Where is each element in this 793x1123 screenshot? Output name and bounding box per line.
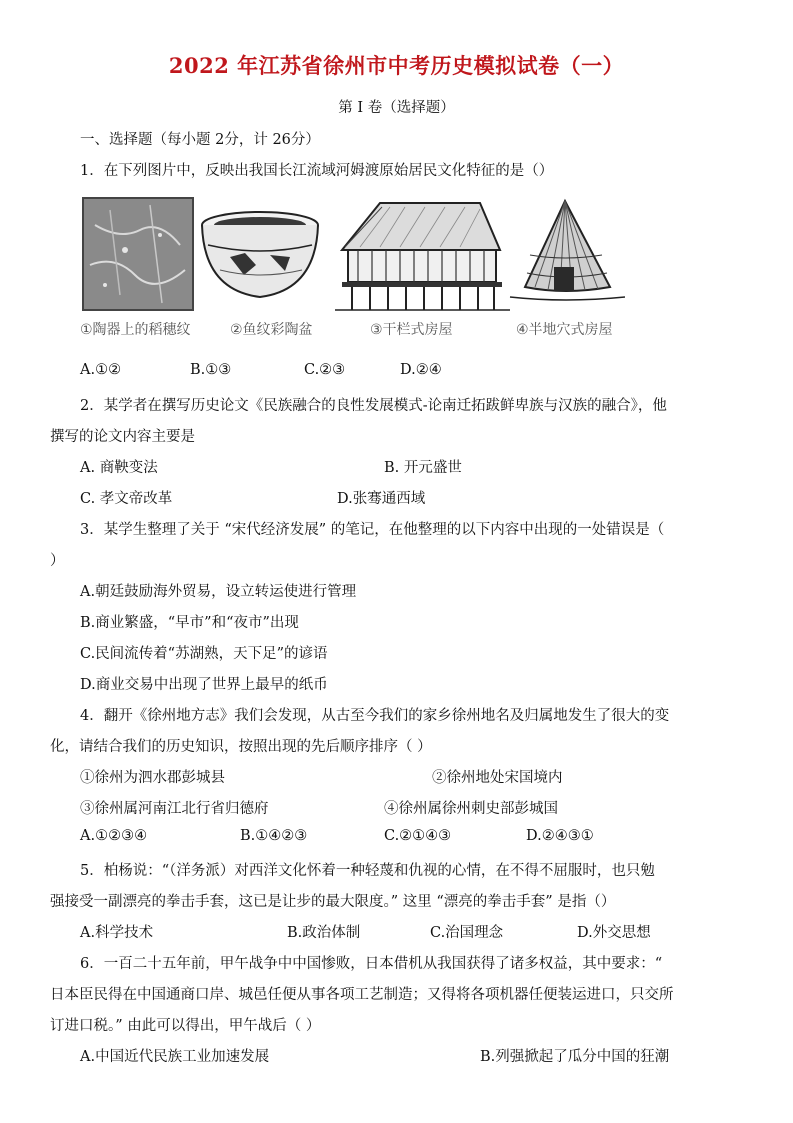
q1-option-a[interactable]: A.①② xyxy=(80,362,122,378)
q1-option-c[interactable]: C.②③ xyxy=(304,362,346,378)
q6-stem-line1: 6．一百二十五年前，甲午战争中中国惨败，日本借机从我国获得了诸多权益，其中要求：“ xyxy=(80,956,663,972)
q3-option-d[interactable]: D.商业交易中出现了世界上最早的纸币 xyxy=(80,677,328,693)
q4-stem-line1: 4．翻开《徐州地方志》我们会发现，从古至今我们的家乡徐州地名及归属地发生了很大的变 xyxy=(80,708,670,724)
q4-item-1: ①徐州为泗水郡彭城县 xyxy=(80,770,225,786)
q4-item-4: ④徐州属徐州刺史部彭城国 xyxy=(384,801,558,817)
q4-item-3: ③徐州属河南江北行省归德府 xyxy=(80,801,269,817)
q1-figure xyxy=(80,195,625,343)
q2-option-d[interactable]: D.张骞通西域 xyxy=(337,491,426,507)
q5-stem-line1: 5．柏杨说：“（洋务派）对西洋文化怀着一种轻蔑和仇视的心情，在不得不屈服时，也只勉 xyxy=(80,863,655,879)
q5-stem-line2: 强接受一副漂亮的拳击手套，这已是让步的最大限度。” 这里 “漂亮的拳击手套” 是指（） xyxy=(50,894,616,910)
q3-option-a[interactable]: A.朝廷鼓励海外贸易，设立转运使进行管理 xyxy=(80,584,357,600)
q3-option-c[interactable]: C.民间流传着“苏湖熟，天下足”的谚语 xyxy=(80,646,328,662)
q2-stem-line2: 撰写的论文内容主要是 xyxy=(50,429,195,445)
q1-option-d[interactable]: D.②④ xyxy=(400,362,442,378)
q3-stem-line1: 3．某学生整理了关于 “宋代经济发展” 的笔记，在他整理的以下内容中出现的一处错误是（ xyxy=(80,522,665,538)
q2-option-b[interactable]: B. 开元盛世 xyxy=(384,460,462,476)
q4-stem-line2: 化，请结合我们的历史知识，按照出现的先后顺序排序（ ） xyxy=(50,739,432,755)
q4-option-a[interactable]: A.①②③④ xyxy=(80,828,148,844)
q4-option-c[interactable]: C.②①④③ xyxy=(384,828,452,844)
q6-stem-line2: 日本臣民得在中国通商口岸、城邑任便从事各项工艺制造；又得将各项机器任便装运进口，只交所 xyxy=(50,987,674,1003)
volume-heading: 第 I 卷（选择题） xyxy=(338,100,455,116)
q1-stem: 1．在下列图片中，反映出我国长江流域河姆渡原始居民文化特征的是（） xyxy=(80,163,554,179)
q3-stem-line2: ） xyxy=(50,553,65,569)
q6-option-b[interactable]: B.列强掀起了瓜分中国的狂潮 xyxy=(480,1049,670,1065)
q1-caption-4: ④半地穴式房屋 xyxy=(516,322,613,338)
q4-option-d[interactable]: D.②④③① xyxy=(526,828,594,844)
fish-pattern-pot-image xyxy=(202,212,318,297)
q1-caption-1: ①陶器上的稻穗纹 xyxy=(80,322,191,338)
q2-option-c[interactable]: C. 孝文帝改革 xyxy=(80,491,173,507)
q1-option-b[interactable]: B.①③ xyxy=(190,362,232,378)
section-heading: 一、选择题（每小题 2分，计 26分） xyxy=(80,132,320,148)
q2-stem-line1: 2．某学者在撰写历史论文《民族融合的良性发展模式-论南迁拓跋鲜卑族与汉族的融合》，他 xyxy=(80,398,667,414)
semi-subterranean-house-image xyxy=(510,201,625,300)
rice-pattern-shard-image xyxy=(83,198,193,310)
q1-caption-3: ③干栏式房屋 xyxy=(370,322,453,338)
q4-item-2: ②徐州地处宋国境内 xyxy=(432,770,563,786)
q2-option-a[interactable]: A. 商鞅变法 xyxy=(80,460,158,476)
q4-option-b[interactable]: B.①④②③ xyxy=(240,828,308,844)
q5-option-b[interactable]: B.政治体制 xyxy=(287,925,361,941)
q5-option-a[interactable]: A.科学技术 xyxy=(80,925,154,941)
q6-stem-line3: 订进口税。” 由此可以得出，甲午战后（ ） xyxy=(50,1018,321,1034)
q3-option-b[interactable]: B.商业繁盛，“早市”和“夜市”出现 xyxy=(80,615,299,631)
stilt-house-image xyxy=(335,203,510,310)
q5-option-c[interactable]: C.治国理念 xyxy=(430,925,504,941)
exam-title: 2022 年江苏省徐州市中考历史模拟试卷（一） xyxy=(168,53,625,78)
q5-option-d[interactable]: D.外交思想 xyxy=(577,925,651,941)
q1-caption-2: ②鱼纹彩陶盆 xyxy=(230,322,313,338)
q6-option-a[interactable]: A.中国近代民族工业加速发展 xyxy=(80,1049,270,1065)
